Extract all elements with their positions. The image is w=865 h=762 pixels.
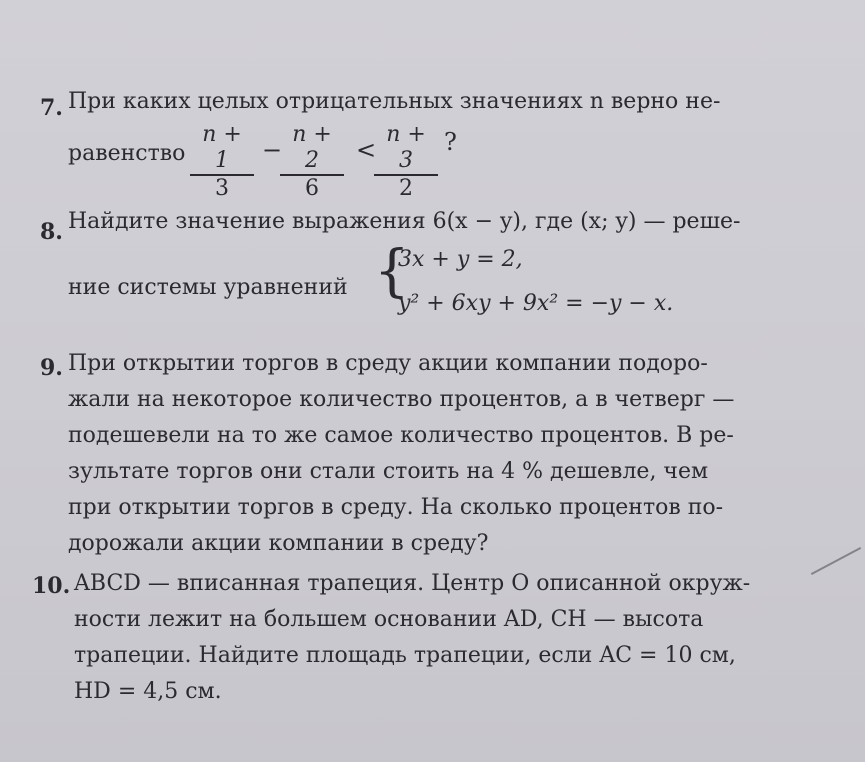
problem-10 [32, 566, 840, 706]
problem-text-line: при открытии торгов в среду. На сколько процентов по- [68, 495, 724, 520]
problem-text-line: ности лежит на большем основании AD, CH — высота [74, 607, 704, 632]
problem-number: 9. [40, 355, 63, 381]
system-brace: { [374, 239, 410, 304]
system-equation: y² + 6xy + 9x² = −y − x. [398, 291, 674, 316]
problem-number: 8. [40, 219, 63, 245]
problem-number: 7. [40, 95, 63, 121]
problem-number: 10. [32, 573, 71, 599]
problem-text-line: При каких целых отрицательных значениях n верно не- [68, 89, 721, 114]
problem-8 [40, 200, 840, 330]
problem-7 [40, 82, 840, 201]
problem-text-line: ABCD — вписанная трапеция. Центр O описанной окруж- [74, 571, 751, 596]
question-mark: ? [444, 128, 457, 156]
problem-text-line: подешевели на то же самое количество процентов. В ре- [68, 423, 734, 448]
problem-text-line: равенство [68, 141, 186, 166]
problem-text-line: ние системы уравнений [68, 275, 348, 300]
fraction: $\frac{n + 1}{3}$ [190, 122, 254, 202]
minus-sign: − [262, 136, 283, 164]
problem-text-line: зультате торгов они стали стоить на 4 % дешевле, чем [68, 459, 709, 484]
fraction: $\frac{n + 2}{6}$ [280, 122, 344, 202]
problem-text-line: HD = 4,5 см. [74, 679, 222, 704]
problem-9 [40, 346, 840, 556]
problem-text-line: трапеции. Найдите площадь трапеции, если AC = 10 см, [74, 643, 736, 668]
fraction: $\frac{n + 3}{2}$ [374, 122, 438, 202]
problem-text-line: дорожали акции компании в среду? [68, 531, 489, 556]
less-than-sign: < [356, 136, 377, 164]
problem-text-line: При открытии торгов в среду акции компании подоро- [68, 351, 708, 376]
system-equation: 3x + y = 2, [398, 247, 523, 272]
problem-text-line: жали на некоторое количество процентов, а в четверг — [68, 387, 735, 412]
problem-text-line: Найдите значение выражения 6(x − y), где (x; y) — реше- [68, 209, 741, 234]
